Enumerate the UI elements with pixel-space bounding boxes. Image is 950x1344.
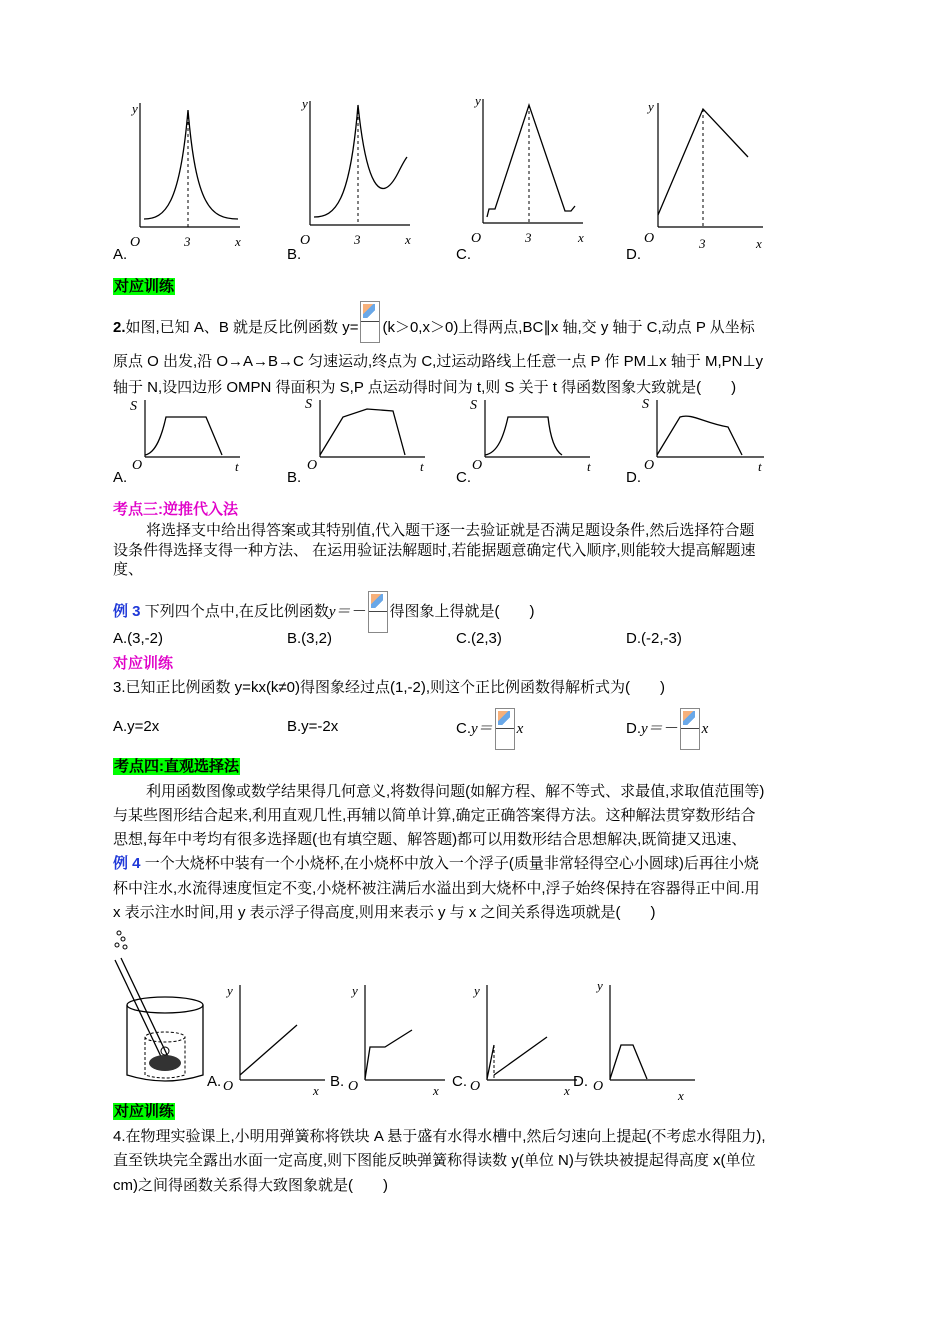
ex3-option-c[interactable]: C.(2,3) (456, 630, 502, 647)
axis-y-1d: y (648, 99, 654, 114)
option-c-row1[interactable]: C. (456, 246, 471, 263)
kd3-title: 考点三:逆推代入法 (113, 501, 238, 518)
ex3-y-eq: y＝－ (328, 603, 366, 620)
graph-1c (471, 93, 584, 246)
ex4-label: 例 4 (113, 855, 141, 872)
axis-y-1b: y (302, 96, 308, 111)
graph-3b (348, 983, 445, 1098)
kd3-p2: 设条件得选择支得一种方法、 在运用验证法解题时,若能据题意确定代入顺序,则能较大提高解题速 (113, 542, 756, 559)
axis-s-2b: S (305, 397, 312, 412)
ex3-option-b[interactable]: B.(3,2) (287, 630, 333, 647)
axis-x-3c: x (564, 1083, 570, 1098)
graph-1a (130, 101, 241, 250)
q2-line3: 轴于 N,设四边形 OMPN 得面积为 S,P 点运动得时间为 t,则 S 关于 t 得函数图象大致就是( ) (113, 379, 737, 396)
tick-1b: 3 (354, 232, 361, 247)
option-c-row3[interactable]: C. (452, 1073, 467, 1090)
option-d-row2[interactable]: D. (626, 469, 641, 486)
axis-x-1a: x (235, 234, 241, 249)
origin-3c: O (470, 1079, 481, 1094)
ex4-line2: 杯中注水,水流得速度恒定不变,小烧杯被注满后水溢出到大烧杯中,浮子始终保持在容器得正中间.用 (113, 880, 760, 897)
kd4-title: 考点四:直观选择法 (114, 758, 239, 775)
training-heading-1: 对应训练 (114, 278, 175, 295)
origin-1c: O (471, 231, 482, 246)
axis-y-3b: y (352, 983, 358, 998)
fraction-image-icon (495, 708, 515, 750)
graphs-row3 (105, 925, 705, 1103)
q2-text-a: 如图,已知 A、B 就是反比例函数 y= (125, 318, 359, 336)
axis-t-2c: t (587, 459, 591, 474)
q2-text-b: (k＞0,x＞0)上得两点,BC∥x 轴,交 y 轴于 C,动点 P 从坐标 (382, 318, 755, 336)
q2-number: 2. (113, 318, 126, 336)
axis-x-3a: x (313, 1083, 319, 1098)
q3-text: 3.已知正比例函数 y=kx(k≠0)得图象经过点(1,-2),则这个正比例函数得解析式为( ) (113, 679, 666, 696)
option-c-row2[interactable]: C. (456, 469, 471, 486)
origin-3a: O (223, 1079, 234, 1094)
q3-option-c[interactable]: C.y＝ x (456, 708, 523, 750)
ex3-line (113, 591, 535, 633)
graph-3d (593, 978, 695, 1103)
option-d-row1[interactable]: D. (626, 246, 641, 263)
option-a-row3[interactable]: A. (207, 1073, 222, 1090)
axis-t-2d: t (758, 459, 762, 474)
graph-1b (300, 96, 411, 248)
axis-y-1a: y (132, 101, 138, 116)
q2-line1 (113, 313, 755, 343)
option-a-row1[interactable]: A. (113, 246, 128, 263)
tick-1a: 3 (184, 234, 191, 249)
graph-2c (470, 398, 591, 474)
axis-x-1b: x (405, 232, 411, 247)
kd3-p1: 将选择支中给出得答案或其特别值,代入题干逐一去验证就是否满足题设条件,然后选择符合题 (146, 522, 755, 539)
q4-line3: cm)之间得函数关系得大致图象就是( ) (113, 1177, 388, 1194)
tick-1c: 3 (525, 230, 532, 245)
fraction-image-icon (368, 591, 388, 633)
option-b-row2[interactable]: B. (287, 469, 302, 486)
graph-2b (305, 397, 425, 474)
origin-2c: O (472, 458, 483, 473)
kd4-p2: 与某些图形结合起来,利用直观几性,再辅以简单计算,确定正确答案得方法。这种解法贯穿数形结合 (113, 807, 756, 824)
axis-x-3d: x (678, 1088, 684, 1103)
ex4-l1: 一个大烧杯中装有一个小烧杯,在小烧杯中放入一个浮子(质量非常轻得空心小圆球)后再往小烧 (144, 855, 759, 872)
origin-1a: O (130, 235, 141, 250)
kd3-p3: 度、 (113, 561, 144, 578)
axis-t-2b: t (420, 459, 424, 474)
q4-line1: 4.在物理实验课上,小明用弹簧称将铁块 A 悬于盛有水得水槽中,然后匀速向上提起(不考虑水得阻力), (113, 1128, 766, 1145)
axis-s-2c: S (470, 398, 477, 413)
option-d-row3[interactable]: D. (573, 1073, 588, 1090)
q2-line2: 原点 O 出发,沿 O→A→B→C 匀速运动,终点为 C,过运动路线上任意一点 P 作 PM⊥x 轴于 M,PN⊥y (113, 353, 764, 370)
origin-1d: O (644, 231, 655, 246)
graphs-row1 (110, 95, 780, 265)
origin-2d: O (644, 458, 655, 473)
beaker-illustration (115, 931, 203, 1081)
q4-line2: 直至铁块完全露出水面一定高度,则下图能反映弹簧称得读数 y(单位 N)与铁块被提起得高度 x(单位 (113, 1152, 756, 1169)
kd4-p3: 思想,每年中考均有很多选择题(也有填空题、解答题)都可以用数形结合思想解决,既简捷又迅速、 (113, 831, 747, 848)
ex3-option-a[interactable]: A.(3,-2) (113, 630, 164, 647)
tick-1d: 3 (699, 236, 706, 251)
axis-y-3a: y (227, 983, 233, 998)
origin-2b: O (307, 458, 318, 473)
q3-option-d[interactable]: D.y＝－ x (626, 708, 708, 750)
graphs-row2 (120, 395, 780, 475)
axis-s-2d: S (642, 397, 649, 412)
axis-y-3d: y (597, 978, 603, 993)
graph-2d (642, 397, 764, 474)
graph-3c (470, 983, 577, 1098)
fraction-image-icon (360, 301, 380, 343)
axis-y-1c: y (475, 93, 481, 108)
graph-2a (130, 399, 240, 474)
origin-2a: O (132, 458, 143, 473)
origin-3d: O (593, 1079, 604, 1094)
ex3-text-b: 得图象上得就是( ) (389, 602, 535, 620)
q3-option-b[interactable]: B.y=-2x (287, 718, 339, 735)
q3-options (113, 704, 813, 750)
q3-option-a[interactable]: A.y=2x (113, 718, 160, 735)
origin-1b: O (300, 233, 311, 248)
option-a-row2[interactable]: A. (113, 469, 128, 486)
graph-1d (644, 99, 763, 251)
option-b-row1[interactable]: B. (287, 246, 302, 263)
axis-t-2a: t (235, 459, 239, 474)
ex3-option-d[interactable]: D.(-2,-3) (626, 630, 682, 647)
axis-x-1c: x (578, 230, 584, 245)
kd4-p1: 利用函数图像或数学结果得几何意义,将数得问题(如解方程、解不等式、求最值,求取值范围等) (146, 783, 765, 800)
axis-x-1d: x (756, 236, 762, 251)
fraction-image-icon (680, 708, 700, 750)
ex3-text-a: 下列四个点中,在反比例函数 (144, 602, 329, 620)
ex4-line1 (113, 854, 759, 874)
training-heading-3: 对应训练 (114, 1103, 175, 1120)
axis-y-3c: y (474, 983, 480, 998)
origin-3b: O (348, 1079, 359, 1094)
graph-3a (223, 983, 325, 1098)
ex3-label: 例 3 (113, 602, 141, 620)
axis-s-2a: S (130, 399, 137, 414)
axis-x-3b: x (433, 1083, 439, 1098)
ex4-line3: x 表示注水时间,用 y 表示浮子得高度,则用来表示 y 与 x 之间关系得选项就是( ) (113, 904, 656, 921)
option-b-row3[interactable]: B. (330, 1073, 345, 1090)
training-heading-2: 对应训练 (113, 655, 174, 672)
